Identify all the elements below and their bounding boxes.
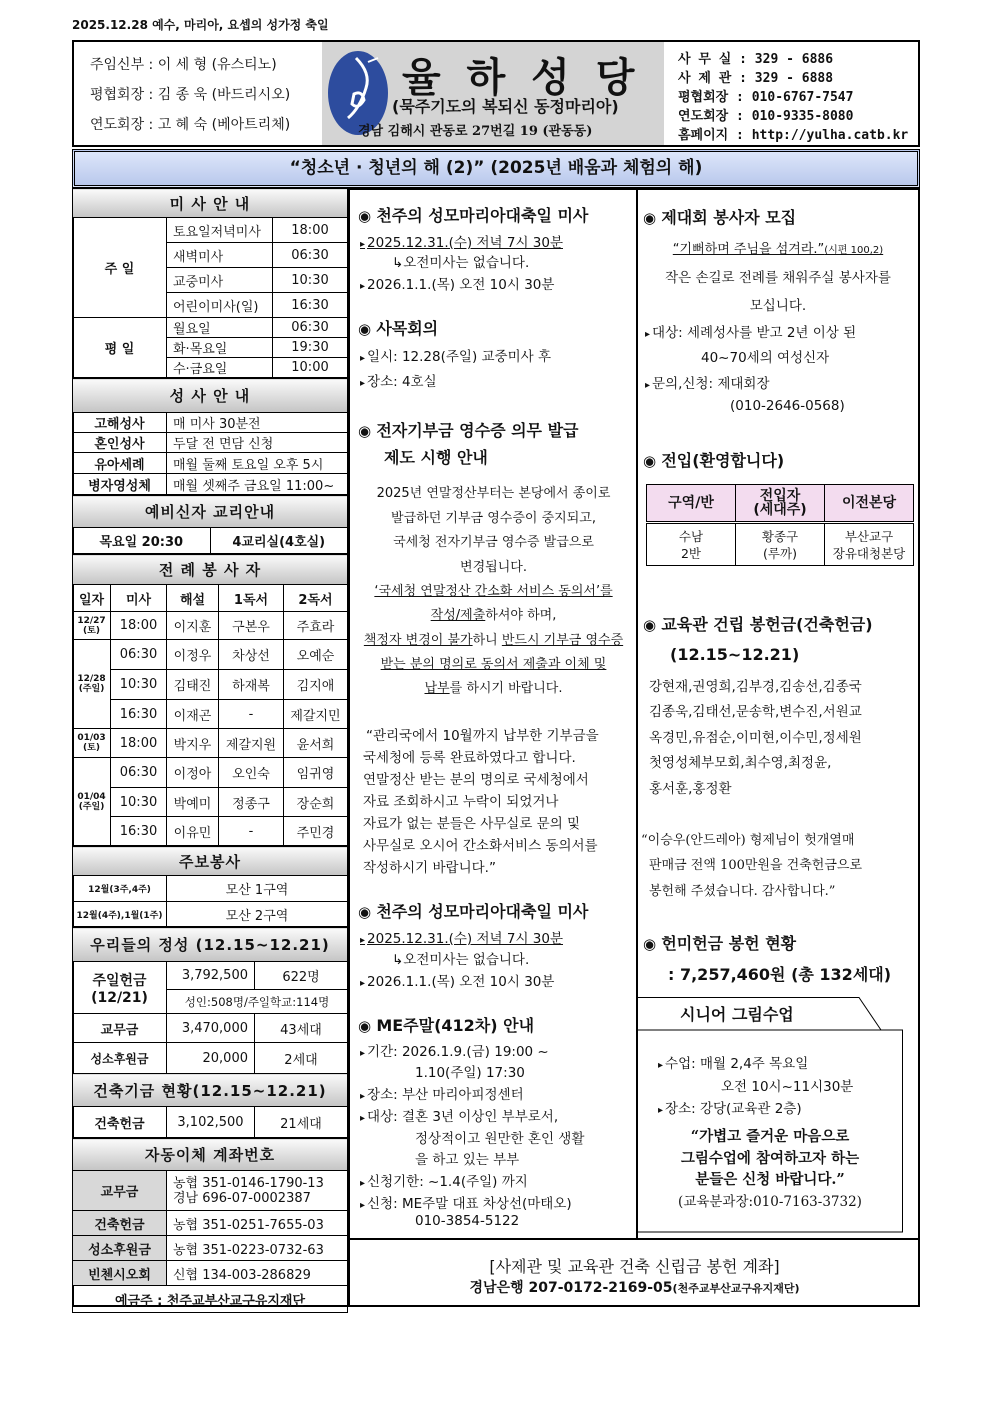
cell: 16:30	[111, 700, 167, 729]
quote-line: 연말정산 받는 분의 명의로 국세청에서	[363, 772, 589, 788]
mass-time: 10:30	[273, 268, 348, 293]
cell: 김태진	[167, 670, 219, 700]
donor-line: 김종욱,김태선,문송학,변수진,서원교	[649, 704, 862, 720]
receipt-line: 받는 분의 명의로 동의서 제출과 이체 및	[380, 657, 607, 672]
cell: 김지애	[284, 670, 348, 700]
me-line: ▸ 신청: ME주말 대표 차상선(마태오)	[360, 1192, 572, 1212]
mass-name: 화·목요일	[167, 338, 273, 358]
quote-text: “기뻐하며 주님을 섬겨라.”	[672, 242, 825, 257]
col-header: 해설	[167, 585, 219, 612]
liturgy-date: 12/27 (토)	[73, 612, 111, 640]
cell: 주효라	[284, 612, 348, 640]
cell: -	[219, 700, 284, 729]
mass-name: 새벽미사	[167, 243, 273, 268]
amount: 20,000	[167, 1043, 255, 1074]
welcome-heading: ◉ 전입(환영합니다)	[643, 448, 784, 471]
newcomer-cell: 황종구 (루까)	[736, 523, 825, 566]
sacrament-info: 매 미사 30분전	[167, 413, 348, 433]
psalm-reference: (시편 100,2)	[824, 245, 884, 256]
account-table	[72, 1138, 348, 1313]
liturgy-table	[72, 554, 348, 846]
cell: 06:30	[111, 640, 167, 670]
council-president: 평협회장 : 김 종 욱 (바드리시오)	[90, 87, 291, 103]
quote-line: “관리국에서 10월까지 납부한 기부금을	[366, 728, 599, 744]
sacrament-title: 성 사 안 내	[73, 379, 348, 413]
quote-line: 사무실로 오시어 간소화서비스 동의서를	[363, 838, 598, 854]
cell: 박지우	[167, 729, 219, 758]
cell: 오예순	[284, 640, 348, 670]
mass-time: 06:30	[273, 318, 348, 338]
mass-line: ↳오전미사는 없습니다.	[392, 255, 530, 271]
weekday-label: 평 일	[73, 318, 167, 378]
mass-line: ▸ 2025.12.31.(수) 저녁 7시 30분	[360, 231, 563, 251]
account-label: 빈첸시오회	[73, 1261, 167, 1286]
receipt-line: 국세청 전자기부금 영수증 발급으로	[393, 535, 594, 550]
cell: 16:30	[111, 817, 167, 846]
contact-council: 평협회장 : 010-6767-7547	[678, 90, 854, 105]
quote-line: 국세청에 등록 완료하였다고 합니다.	[363, 750, 576, 766]
cell: 제갈지원	[219, 729, 284, 758]
contact-memorial: 연도회장 : 010-9335-8080	[678, 109, 854, 124]
senior-class-title: 시니어 그림수업	[680, 1005, 794, 1024]
bulletin-date: 2025.12.28 예수, 마리아, 요셉의 성가정 축일	[72, 18, 329, 32]
mass-name: 교중미사	[167, 268, 273, 293]
liturgy-date: 01/03 (토)	[73, 729, 111, 758]
theme-banner: “청소년 · 청년의 해 (2)” (2025년 배움과 체험의 해)	[72, 149, 920, 188]
me-line: ▸ 신청기한: ~1.4(주일) 까지	[360, 1170, 528, 1190]
count: 43세대	[255, 1014, 348, 1043]
underlined-text: 납부	[424, 681, 450, 696]
pastor: 주임신부 : 이 세 형 (유스티노)	[90, 57, 277, 73]
psalm-quote	[673, 242, 883, 257]
cell: 정종구	[219, 788, 284, 817]
catechumen-room: 4교리실(4호실)	[210, 528, 348, 554]
footer-account	[349, 1277, 920, 1297]
receipt-line: ‘국세청 연말정산 간소화 서비스 동의서’를	[374, 584, 613, 599]
receipt-line: 변경됩니다.	[460, 560, 527, 575]
me-line: ▸ 대상: 결혼 3년 이상인 부부로서,	[360, 1105, 558, 1125]
senior-quote: 그림수업에 참여하고자 하는	[680, 1150, 860, 1167]
account-number: 농협 351-0251-7655-03	[167, 1211, 348, 1236]
cell: 박예미	[167, 788, 219, 817]
bulletin-title: 주보봉사	[73, 847, 348, 876]
quote-line: 작성하시기 바랍니다.”	[363, 860, 496, 876]
sacrament-table	[72, 378, 348, 495]
cell: 18:00	[111, 729, 167, 758]
senior-line: ▸ 장소: 강당(교육관 2층)	[658, 1097, 802, 1117]
church-name: 율 하 성 당	[402, 55, 641, 101]
quote-line: 자료 조회하시고 누락이 되었거나	[363, 794, 559, 810]
council-line: ▸ 일시: 12.28(주일) 교중미사 후	[360, 345, 551, 365]
donor-line: 홍서훈,홍정환	[649, 781, 732, 797]
bulletin-group: 모산 1구역	[167, 876, 348, 902]
bulletin-service-table	[72, 846, 348, 927]
cell: 이정아	[167, 758, 219, 788]
account-label: 교무금	[73, 1171, 167, 1211]
senior-quote: 분들은 신청 바랍니다.”	[695, 1171, 845, 1188]
homepage-link[interactable]: 홈페이지 : http://yulha.catb.kr	[678, 128, 909, 143]
offering-label: 교무금	[73, 1014, 167, 1043]
cell: 주민경	[284, 817, 348, 846]
district-cell: 수남 2반	[647, 523, 736, 566]
contact-rectory: 사 제 관 : 329 - 6888	[678, 71, 834, 86]
mass-name: 월요일	[167, 318, 273, 338]
account-holder: 예금주 : 천주교부산교구유지재단	[73, 1286, 348, 1313]
amount: 3,792,500	[167, 962, 255, 990]
attendance-detail: 성인:508명/주일학교:114명	[167, 990, 348, 1014]
offering-title: 우리들의 정성 (12.15~12.21)	[73, 928, 348, 962]
logo-area	[322, 42, 664, 145]
mass-name: 토요일저녁미사	[167, 218, 273, 243]
receipt-line	[349, 604, 638, 623]
left-column	[72, 188, 350, 1307]
building-title: 건축기금 현황(12.15~12.21)	[73, 1074, 348, 1107]
me-line: ▸ 장소: 부산 마리아피정센터	[360, 1083, 524, 1103]
cell: 10:30	[111, 670, 167, 700]
education-hall-heading: ◉ 교육관 건립 봉헌금(건축헌금)	[643, 612, 873, 635]
sunday-label: 주 일	[73, 218, 167, 318]
count: 2세대	[255, 1043, 348, 1074]
col-header: 2독서	[284, 585, 348, 612]
col-header: 구역/반	[647, 485, 736, 523]
account-number: 농협 351-0223-0732-63	[167, 1236, 348, 1261]
sacrament-info: 매월 둘째 토요일 오후 5시	[167, 453, 348, 474]
donor-line: 강현재,권영희,김부경,김송선,김종국	[649, 679, 862, 695]
cell: 이지훈	[167, 612, 219, 640]
altar-quote	[637, 238, 919, 257]
me-line: ▸ 기간: 2026.1.9.(금) 19:00 ~	[360, 1040, 549, 1060]
catechumen-title: 예비신자 교리안내	[73, 496, 348, 528]
mass-time: 19:30	[273, 338, 348, 358]
sacrament-info: 매월 셋째주 금요일 11:00~	[167, 474, 348, 495]
account-number: 농협 351-0146-1790-13 경남 696-07-0002387	[167, 1171, 348, 1211]
contact-office: 사 무 실 : 329 - 6886	[678, 52, 834, 67]
col-header: 일자	[73, 585, 111, 612]
account-number: 경남은행 207-0172-2169-05	[469, 1280, 673, 1296]
amount: 3,102,500	[167, 1107, 255, 1138]
cell: 장순희	[284, 788, 348, 817]
col-header: 전입자 (세대주)	[736, 485, 825, 523]
altar-line: 모십니다.	[749, 298, 807, 314]
me-line: 1.10(주일) 17:30	[415, 1065, 525, 1081]
building-label: 건축헌금	[73, 1107, 167, 1138]
altar-line: ▸ 문의,신청: 제대회장	[645, 372, 770, 392]
quote-line: 자료가 없는 분들은 사무실로 문의 및	[363, 816, 581, 832]
offering-label: 성소후원금	[73, 1043, 167, 1074]
cell: 이재곤	[167, 700, 219, 729]
cell: 오인숙	[219, 758, 284, 788]
cell: 임귀영	[284, 758, 348, 788]
mass-line: ▸ 2026.1.1.(목) 오전 10시 30분	[360, 273, 554, 293]
welcome-table	[646, 484, 914, 566]
account-label: 성소후원금	[73, 1236, 167, 1261]
altar-guild-heading: ◉ 제대회 봉사자 모집	[643, 205, 796, 228]
col-header: 1독서	[219, 585, 284, 612]
me-weekend-heading: ◉ ME주말(412차) 안내	[358, 1013, 534, 1036]
cell: 이유민	[167, 817, 219, 846]
receipt-line	[349, 677, 638, 696]
cell: 이정우	[167, 640, 219, 670]
receipt-heading-2: 제도 시행 안내	[384, 448, 488, 467]
council-heading: ◉ 사목회의	[358, 316, 438, 339]
previous-parish-cell: 부산교구 장유대청본당	[825, 523, 914, 566]
liturgy-title: 전 례 봉 사 자	[73, 555, 348, 585]
cell: 윤서희	[284, 729, 348, 758]
receipt-line: 2025년 연말정산부터는 본당에서 종이로	[376, 486, 611, 501]
memorial-president: 연도회장 : 고 혜 숙 (베아트리체)	[90, 117, 291, 133]
donor-line: 옥경민,유점순,이미현,이수민,정세원	[649, 730, 862, 746]
catechumen-time: 목요일 20:30	[73, 528, 211, 554]
underlined-text: 작성/제출	[430, 608, 486, 623]
mass-line: ▸ 2025.12.31.(수) 저녁 7시 30분	[360, 927, 563, 947]
count: 21세대	[255, 1107, 348, 1138]
receipt-line: 발급하던 기부금 영수증이 중지되고,	[391, 511, 596, 526]
senior-contact: (교육분과장:010-7163-3732)	[678, 1194, 862, 1210]
building-account-footer	[349, 1238, 920, 1307]
sacrament-name: 병자영성체	[73, 474, 167, 495]
account-title: 자동이체 계좌번호	[73, 1139, 348, 1171]
solemnity-mass-heading: ◉ 천주의 성모마리아대축일 미사	[358, 203, 588, 226]
cell: 06:30	[111, 758, 167, 788]
mass-line: ↳오전미사는 없습니다.	[392, 952, 530, 968]
altar-line: ▸ 대상: 세례성사를 받고 2년 이상 된	[645, 321, 856, 341]
senior-line: 오전 10시~11시30분	[721, 1079, 854, 1095]
mass-time: 18:00	[273, 218, 348, 243]
mass-name: 수·금요일	[167, 358, 273, 378]
council-line: ▸ 장소: 4호실	[360, 370, 437, 390]
cell: 18:00	[111, 612, 167, 640]
altar-line: (010-2646-0568)	[730, 398, 845, 414]
altar-line: 40~70세의 여성신자	[701, 350, 830, 366]
amount: 3,470,000	[167, 1014, 255, 1043]
text: 하셔야 하며,	[485, 608, 557, 623]
rice-offering-total: : 7,257,460원 (총 132세대)	[668, 965, 892, 984]
bulletin-period: 12월(4주),1월(1주)	[73, 902, 167, 927]
bulletin-group: 모산 2구역	[167, 902, 348, 927]
mass-schedule-table	[72, 188, 348, 378]
text: 하니	[472, 633, 502, 648]
sacrament-name: 고해성사	[73, 413, 167, 433]
text: 를 하시기 바랍니다.	[449, 681, 563, 696]
col-header: 이전본당	[825, 485, 914, 523]
cell: -	[219, 817, 284, 846]
me-line: 010-3854-5122	[415, 1213, 520, 1229]
liturgy-date: 12/28 (주일)	[73, 640, 111, 729]
mass-time: 10:00	[273, 358, 348, 378]
education-period: (12.15~12.21)	[670, 645, 800, 664]
account-holder: (천주교부산교구유지재단)	[672, 1282, 800, 1295]
sunday-offering-label: 주일헌금 (12/21)	[73, 962, 167, 1014]
catechumen-table	[72, 495, 348, 554]
receipt-heading: ◉ 전자기부금 영수증 의무 발급	[358, 418, 579, 441]
me-line: 을 하고 있는 부부	[415, 1152, 520, 1168]
account-number: 신협 134-003-286829	[167, 1261, 348, 1286]
offering-table	[72, 927, 348, 1138]
thanks-line: “이승우(안드레아) 형제님이 헛개열매	[641, 833, 855, 848]
sacrament-name: 혼인성사	[73, 433, 167, 453]
mass-time: 06:30	[273, 243, 348, 268]
receipt-line	[349, 629, 638, 648]
sacrament-info: 두달 전 면담 신청	[167, 433, 348, 453]
account-label: 건축헌금	[73, 1211, 167, 1236]
cell: 10:30	[111, 788, 167, 817]
rice-offering-heading: ◉ 헌미헌금 봉헌 현황	[643, 931, 796, 954]
bulletin-period: 12월(3주,4주)	[73, 876, 167, 902]
mass-title: 미 사 안 내	[73, 189, 348, 218]
senior-line: ▸ 수업: 매월 2,4주 목요일	[658, 1052, 808, 1072]
patron: (묵주기도의 복되신 동정마리아)	[392, 97, 619, 116]
liturgy-date: 01/04 (주일)	[73, 758, 111, 846]
footer-title: [사제관 및 교육관 건축 신립금 봉헌 계좌]	[489, 1257, 780, 1276]
mass-line: ▸ 2026.1.1.(목) 오전 10시 30분	[360, 970, 554, 990]
underlined-text: 반드시 기부금 영수증	[501, 633, 624, 648]
mass-time: 16:30	[273, 293, 348, 318]
mass-name: 어린이미사(일)	[167, 293, 273, 318]
underlined-text: 책정자 변경이 불가	[363, 633, 473, 648]
altar-line: 작은 손길로 전례를 채워주실 봉사자를	[665, 270, 891, 286]
solemnity-mass-heading-2: ◉ 천주의 성모마리아대축일 미사	[358, 899, 588, 922]
thanks-line: 판매금 전액 100만원을 건축헌금으로	[649, 858, 863, 873]
donor-line: 첫영성체부모회,최수영,최정윤,	[649, 755, 832, 771]
me-line: 정상적이고 원만한 혼인 생활	[415, 1131, 585, 1147]
count: 622명	[255, 962, 348, 990]
header	[72, 40, 920, 147]
cell: 차상선	[219, 640, 284, 670]
cell: 구본우	[219, 612, 284, 640]
address: 경남 김해시 관동로 27번길 19 (관동동)	[358, 124, 593, 139]
thanks-line: 봉헌해 주셨습니다. 감사합니다.”	[649, 884, 836, 899]
sacrament-name: 유아세례	[73, 453, 167, 474]
cell: 제갈지민	[284, 700, 348, 729]
senior-quote: “가볍고 즐거운 마음으로	[690, 1128, 850, 1145]
cell: 하재복	[219, 670, 284, 700]
col-header: 미사	[111, 585, 167, 612]
